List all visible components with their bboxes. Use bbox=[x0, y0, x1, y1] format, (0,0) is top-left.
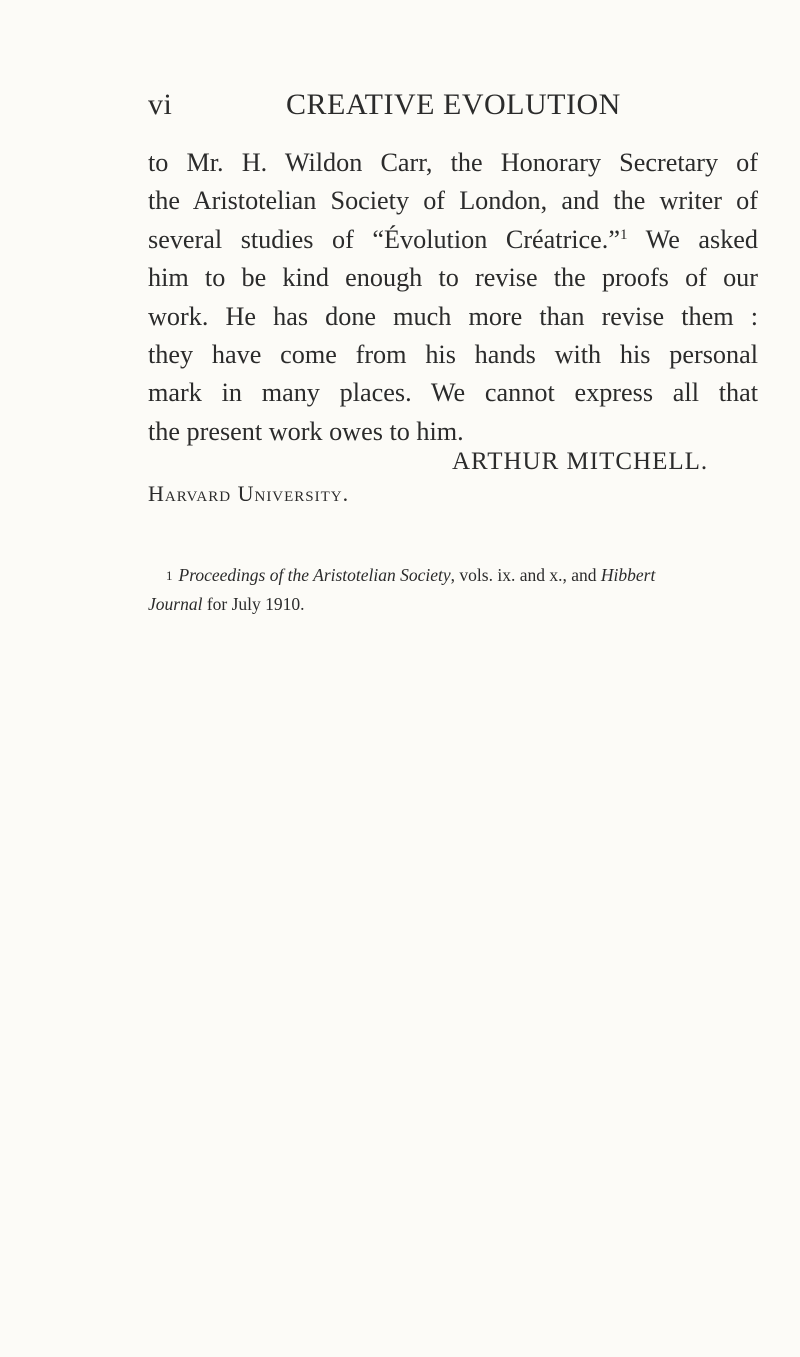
footnote-line bbox=[148, 590, 758, 618]
body-line: to Mr. H. Wildon Carr, the Honorary Secretary of bbox=[148, 148, 758, 177]
affiliation: Harvard University. bbox=[148, 481, 350, 506]
body-line bbox=[148, 221, 758, 259]
body-line: him to be kind enough to revise the proofs of our bbox=[148, 263, 758, 293]
footnote-title: Proceedings of the Aristotelian Society bbox=[178, 565, 451, 585]
body-line-text: We asked bbox=[645, 224, 759, 254]
body-line: they have come from his hands with his personal bbox=[148, 340, 758, 370]
body-line: the Aristotelian Society of London, and the writer of bbox=[148, 186, 758, 216]
footnote-marker: 1 bbox=[166, 568, 173, 583]
page-header bbox=[148, 88, 656, 128]
body-line: mark in many places. We cannot express all that bbox=[148, 378, 758, 408]
body-line: the present work owes to him. bbox=[148, 416, 464, 446]
translator-signature: ARTHUR MITCHELL. bbox=[452, 448, 709, 475]
footnote-text: for July 1910. bbox=[206, 594, 305, 614]
running-title: CREATIVE EVOLUTION bbox=[286, 88, 621, 121]
body-line: work. He has done much more than revise them : bbox=[148, 301, 758, 331]
footnote-journal: Journal bbox=[148, 594, 203, 614]
body-paragraph bbox=[148, 144, 758, 451]
page-number: vi bbox=[148, 88, 173, 121]
footnote-journal: Hibbert bbox=[600, 565, 656, 585]
footnote bbox=[148, 561, 758, 618]
footnote-line bbox=[148, 561, 758, 590]
footnote-reference: 1 bbox=[619, 226, 628, 243]
body-line-text: several studies of “Évolution Créatrice.” bbox=[148, 224, 620, 254]
footnote-text: , vols. ix. and x., and bbox=[450, 565, 597, 585]
